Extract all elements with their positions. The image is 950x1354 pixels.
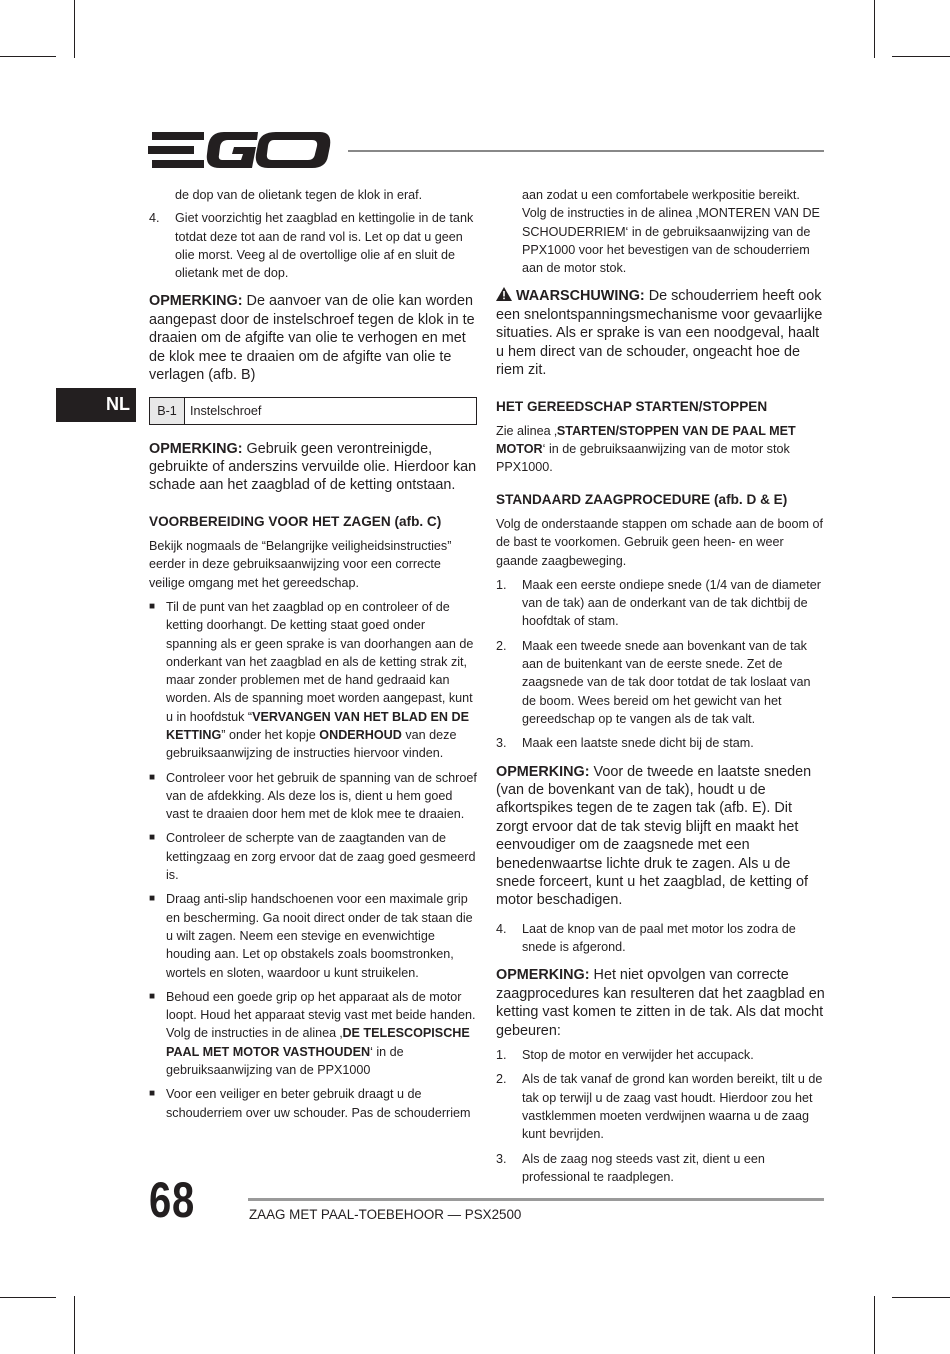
warning-icon (496, 287, 512, 301)
legend-code: B-1 (150, 397, 185, 424)
crop-mark (874, 0, 875, 58)
item-number: 1. (496, 577, 507, 592)
numbered-item (149, 209, 477, 282)
warning-label: WAARSCHUWING: (516, 288, 645, 305)
numbered-item (496, 576, 826, 631)
bullet-item (149, 1085, 477, 1122)
paragraph: Zie alinea ‚STARTEN/STOPPEN VAN DE PAAL MET MOTOR‘ in de gebruiksaanwijzing van de motor stok PPX1000. (496, 423, 796, 475)
note (149, 440, 477, 495)
bullet-icon: ■ (149, 832, 156, 844)
section-heading: STANDAARD ZAAGPROCEDURE (afb. D & E) (496, 491, 788, 507)
note-text: Voor de tweede en laatste sneden (van de bovenkant van de tak), houdt u de afkortspikes tegen de te zagen tak (afb. E). Dit zorgt ervoor dat de tak stevig blijft en maakt het eenvoudiger om de zaagsnede met een benedenwaartse lichte druk te zagen. Als u de snede forceert, kunt u het zaagblad, de ketting of motor beschadigen. (496, 763, 812, 909)
note-text: Gebruik geen verontreinigde, gebruikte of anderszins vervuilde olie. Hierdoor kan schade aan het zaagblad of de ketting ontstaan. (149, 440, 477, 494)
item-text: Maak een laatste snede dicht bij de stam. (522, 736, 754, 751)
numbered-item (496, 734, 826, 752)
numbered-item (496, 920, 826, 957)
note-label: OPMERKING: (149, 440, 243, 457)
right-column (496, 186, 826, 1186)
paragraph: aan zodat u een comfortabele werkpositie bereikt. Volg de instructies in de alinea ‚MONTEREN VAN DE SCHOUDERRIEM‘ in de gebruiksaanwijzing van de PPX1000 voor het bevestigen van de schouderriem aan de motor stok. (522, 188, 820, 276)
item-text: Behoud een goede grip op het apparaat als de motor loopt. Houd het apparaat stevig vast met beide handen. Volg de instructies in de alinea ‚DE TELESCOPISCHE PAAL MET MOTOR VASTHOUDEN‘ in de gebruiksaanwijzing van de PPX1000 (166, 989, 476, 1078)
legend-table (149, 397, 477, 425)
page-number: 68 (149, 1172, 196, 1228)
bullet-item (149, 769, 477, 824)
bullet-icon: ■ (149, 1088, 156, 1100)
note (496, 763, 826, 910)
bullet-icon: ■ (149, 600, 156, 612)
legend-row (150, 397, 477, 424)
item-text: Voor een veiliger en beter gebruik draagt u de schouderriem over uw schouder. Pas de schouderriem (166, 1087, 471, 1120)
paragraph: de dop van de olietank tegen de klok in eraf. (175, 188, 423, 202)
bullet-item (149, 890, 477, 981)
crop-mark (74, 0, 75, 58)
note-text: Het niet opvolgen van correcte zaagprocedures kan resulteren dat het zaagblad en ketting vast komen te zitten in de tak. Als dat mocht gebeuren: (496, 967, 825, 1039)
crop-mark (892, 56, 950, 57)
note-label: OPMERKING: (496, 763, 590, 780)
bullet-item (149, 598, 477, 763)
note (496, 966, 826, 1040)
numbered-item (496, 637, 826, 728)
item-text: Giet voorzichtig het zaagblad en kettingolie in de tank totdat deze tot aan de rand vol is. Let op dat u geen olie morst. Veeg al de overtollige olie af en sluit de olietank met de dop. (175, 211, 474, 281)
item-text: Controleer voor het gebruik de spanning van de schroef van de afdekking. Als deze los is, dient u hem goed vast te draaien door hem met de klok mee te draaien. (166, 770, 477, 822)
header-rule (348, 150, 824, 152)
bullet-icon: ■ (149, 990, 156, 1002)
paragraph: Volg de onderstaande stappen om schade aan de boom of de bast te voorkomen. Gebruik geen heen- en weer gaande zaagbeweging. (496, 517, 823, 568)
numbered-item (496, 1070, 826, 1143)
crop-mark (0, 1297, 56, 1298)
crop-mark (874, 1296, 875, 1354)
item-text: Draag anti-slip handschoenen voor een maximale grip en bescherming. Ga nooit direct onder de tak staan die u wilt zagen. Neem een stevige en evenwichtige houding aan. Let op obstakels zoals boomstronken, wortels en sloten, waardoor u kunt struikelen. (166, 892, 473, 980)
item-number: 2. (496, 1072, 507, 1087)
note-label: OPMERKING: (149, 293, 243, 310)
language-label: NL (106, 394, 130, 414)
section-heading: HET GEREEDSCHAP STARTEN/STOPPEN (496, 398, 768, 414)
item-number: 2. (496, 638, 507, 653)
item-number: 3. (496, 1151, 507, 1166)
item-text: Maak een eerste ondiepe snede (1/4 van de diameter van de tak) aan de onderkant van de tak dichtbij de hoofdtak of stam. (522, 577, 821, 629)
item-text: Stop de motor en verwijder het accupack. (522, 1048, 754, 1063)
numbered-list (496, 576, 826, 753)
section-heading: VOORBEREIDING VOOR HET ZAGEN (afb. C) (149, 513, 442, 529)
paragraph: Bekijk nogmaals de “Belangrijke veiligheidsinstructies” eerder in deze gebruiksaanwijzing voor een correcte veilige omgang met het gereedschap. (149, 539, 452, 590)
note (149, 292, 477, 384)
item-text: Maak een tweede snede aan bovenkant van de tak aan de buitenkant van de eerste snede. Zet de zaagsnede van de tak door totdat de tak loslaat van de boom. Wees bereid om het gewicht van het gereedschap op te vangen als de tak valt. (522, 638, 811, 726)
legend-label: Instelschroef (185, 397, 477, 424)
item-number: 4. (149, 211, 160, 226)
footer-rule (248, 1198, 824, 1201)
language-tab (56, 388, 136, 422)
item-number: 1. (496, 1048, 507, 1063)
bullet-icon: ■ (149, 771, 156, 783)
note-text: De aanvoer van de olie kan worden aangepast door de instelschroef tegen de klok in te draaien om de afgifte van olie te verhogen en met de klok mee te draaien om de afgifte van olie te verlagen (afb. B) (149, 293, 475, 384)
item-text: Laat de knop van de paal met motor los zodra de snede is afgerond. (522, 921, 796, 955)
item-text: Als de zaag nog steeds vast zit, dient u een professional te raadplegen. (522, 1151, 765, 1184)
ego-logo (148, 128, 332, 172)
bullet-item (149, 829, 477, 884)
left-column (149, 186, 477, 1122)
item-text: Controleer de scherpte van de zaagtanden van de kettingzaag en zorg ervoor dat de zaag goed gesmeerd is. (166, 831, 476, 883)
footer-title: ZAAG MET PAAL-TOEBEHOOR — PSX2500 (249, 1207, 522, 1222)
warning (496, 287, 826, 379)
crop-mark (74, 1296, 75, 1354)
item-number: 4. (496, 921, 507, 936)
crop-mark (0, 56, 56, 57)
numbered-list (496, 1046, 826, 1186)
item-number: 3. (496, 736, 507, 751)
numbered-item (496, 1046, 826, 1064)
crop-mark (892, 1297, 950, 1298)
numbered-item (496, 1150, 826, 1187)
item-text: Als de tak vanaf de grond kan worden bereikt, tilt u de tak op terwijl u de zaag vast houdt. Hierdoor zou het vastklemmen moeten verdwijnen waarna u de zaag kunt bevrijden. (522, 1072, 823, 1142)
note-label: OPMERKING: (496, 967, 590, 984)
bullet-item (149, 988, 477, 1079)
warning-text: De schouderriem heeft ook een snelontspanningsmechanisme voor gevaarlijke situaties. Als er sprake is van een noodgeval, haalt u hem direct van de schouder, ongeacht hoe de riem zit. (496, 288, 823, 379)
bullet-icon: ■ (149, 893, 156, 905)
item-text: Til de punt van het zaagblad op en controleer of de ketting doorhangt. De ketting staat goed onder spanning als er geen sprake is van doorhangen aan de onderkant van het zaagblad en als de ketting strak zit, maar zonder problemen met de hand gedraaid kan worden. Als de spanning moet worden aangepast, kunt u in hoofdstuk “VERVANGEN VAN HET BLAD EN DE KETTING” onder het kopje ONDERHOUD van deze gebruiksaanwijzing de instructies hiervoor vinden. (166, 599, 474, 761)
